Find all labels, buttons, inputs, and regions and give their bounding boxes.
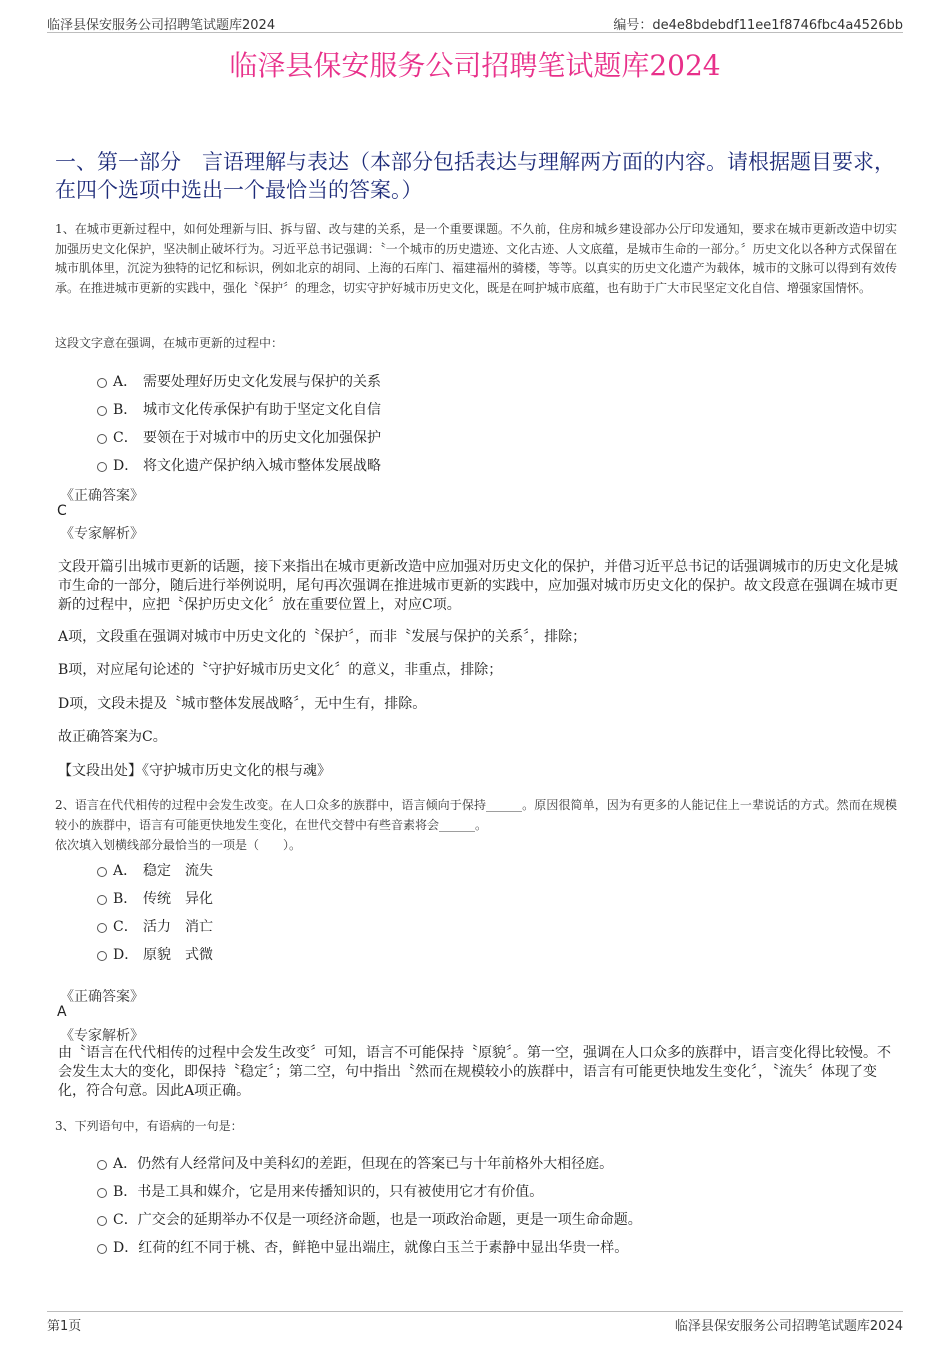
q1-analysis-label: 《专家解析》 [60,526,144,542]
q1-source: 【文段出处】《守护城市历史文化的根与魂》 [58,763,331,779]
radio-icon[interactable] [97,1188,107,1198]
header-doc-name: 临泽县保安服务公司招聘笔试题库2024 [47,18,276,33]
page-number: 第1页 [47,1319,82,1334]
q1-analysis-paragraph: D项，文段未提及〝城市整体发展战略〞，无中生有，排除。 [58,696,427,712]
q2-instruction: 依次填入划横线部分最恰当的一项是（ ）。 [55,838,302,852]
q2-stem: 2、语言在代代相传的过程中会发生改变。在人口众多的族群中，语言倾向于保持______。原因很简单，因为有更多的人能记住上一辈说话的方式。然而在规模较小的族群中，语言有可能更快地发生变化，在世代交替中有些音素将会______。 [55,798,897,832]
q1-analysis-paragraph: B项，对应尾句论述的〝守护好城市历史文化〞的意义，非重点，排除； [58,662,503,678]
radio-icon[interactable] [97,1244,107,1254]
q1-analysis-paragraph: 文段开篇引出城市更新的话题，接下来指出在城市更新改造中应加强对历史文化的保护，并借习近平总书记的话强调城市的历史文化是城市生命的一部分，随后进行举例说明，尾句再次强调在推进城市更新的实践中，应加强对城市历史文化的保护。故文段意在强调在城市更新的过程中，应把〝保护历史文化〞放在重要位置上，对应C项。 [58,559,898,613]
radio-icon[interactable] [97,406,107,416]
page-header [47,12,903,33]
q2-option-c[interactable]: C． 活力 消亡 [97,916,213,936]
q1-option-b[interactable]: B． 城市文化传承保护有助于坚定文化自信 [97,399,381,419]
q3-option-b[interactable]: B．书是工具和媒介，它是用来传播知识的，只有被使用它才有价值。 [97,1181,543,1201]
q3-option-a[interactable]: A．仍然有人经常问及中美科幻的差距，但现在的答案已与十年前格外大相径庭。 [97,1153,613,1173]
radio-icon[interactable] [97,923,107,933]
radio-icon[interactable] [97,462,107,472]
q2-analysis: 由〝语言在代代相传的过程中会发生改变〞可知，语言不可能保持〝原貌〞。第一空，强调在人口众多的族群中，语言变化得比较慢。不会发生太大的变化，即保持〝稳定〞；第二空，句中指出〝然而在规模较小的族群中，语言有可能更快地发生变化〞，〝流失〞体现了变化，符合句意。因此A项正确。 [58,1045,891,1099]
q1-passage: 1、在城市更新过程中，如何处理新与旧、拆与留、改与建的关系，是一个重要课题。不久前，住房和城乡建设部办公厅印发通知，要求在城市更新改造中切实加强历史文化保护，坚决制止破坏行为。习近平总书记强调：〝一个城市的历史遗迹、文化古迹、人文底蕴，是城市生命的一部分。〞历史文化以各种方式保留在城市肌体里，沉淀为独特的记忆和标识，例如北京的胡同、上海的石库门、福建福州的骑楼，等等。以真实的历史文化遗产为载体，城市的文脉可以得到有效传承。在推进城市更新的实践中，强化〝保护〞的理念，切实守护好城市历史文化，既是在呵护城市底蕴，也有助于广大市民坚定文化自信、增强家国情怀。 [55,222,897,295]
section-heading: 一、第一部分 言语理解与表达（本部分包括表达与理解两方面的内容。请根据题目要求，在四个选项中选出一个最恰当的答案。） [55,150,895,202]
q1-analysis-paragraph: A项，文段重在强调对城市中历史文化的〝保护〞，而非〝发展与保护的关系〞，排除； [58,629,587,645]
q1-answer: C [57,503,67,519]
q3-option-d[interactable]: D．红荷的红不同于桃、杏，鲜艳中显出端庄，就像白玉兰于素静中显出华贵一样。 [97,1237,628,1257]
q3-option-c[interactable]: C．广交会的延期举办不仅是一项经济命题，也是一项政治命题，更是一项生命命题。 [97,1209,642,1229]
radio-icon[interactable] [97,951,107,961]
q1-analysis-paragraph: 故正确答案为C。 [58,729,167,745]
radio-icon[interactable] [97,1160,107,1170]
page-footer [47,1311,903,1332]
footer-doc-name: 临泽县保安服务公司招聘笔试题库2024 [674,1319,903,1334]
q2-option-d[interactable]: D． 原貌 式微 [97,944,213,964]
q1-option-c[interactable]: C． 要领在于对城市中的历史文化加强保护 [97,427,381,447]
q2-answer: A [57,1004,67,1020]
document-title: 临泽县保安服务公司招聘笔试题库2024 [229,49,721,82]
radio-icon[interactable] [97,895,107,905]
q1-option-a[interactable]: A． 需要处理好历史文化发展与保护的关系 [97,371,381,391]
q2-option-a[interactable]: A． 稳定 流失 [97,860,213,880]
q1-option-d[interactable]: D． 将文化遗产保护纳入城市整体发展战略 [97,455,381,475]
radio-icon[interactable] [97,434,107,444]
q2-option-b[interactable]: B． 传统 异化 [97,888,213,908]
q3-stem: 3、下列语句中，有语病的一句是： [55,1119,243,1133]
q1-stem: 这段文字意在强调，在城市更新的过程中： [55,336,284,350]
q1-answer-label: 《正确答案》 [60,488,144,504]
radio-icon[interactable] [97,1216,107,1226]
header-doc-number: 编号：de4e8bdebdf11ee1f8746fbc4a4526bb [613,18,903,33]
q2-answer-label: 《正确答案》 [60,989,144,1005]
q2-analysis-label: 《专家解析》 [60,1028,144,1044]
radio-icon[interactable] [97,378,107,388]
radio-icon[interactable] [97,867,107,877]
